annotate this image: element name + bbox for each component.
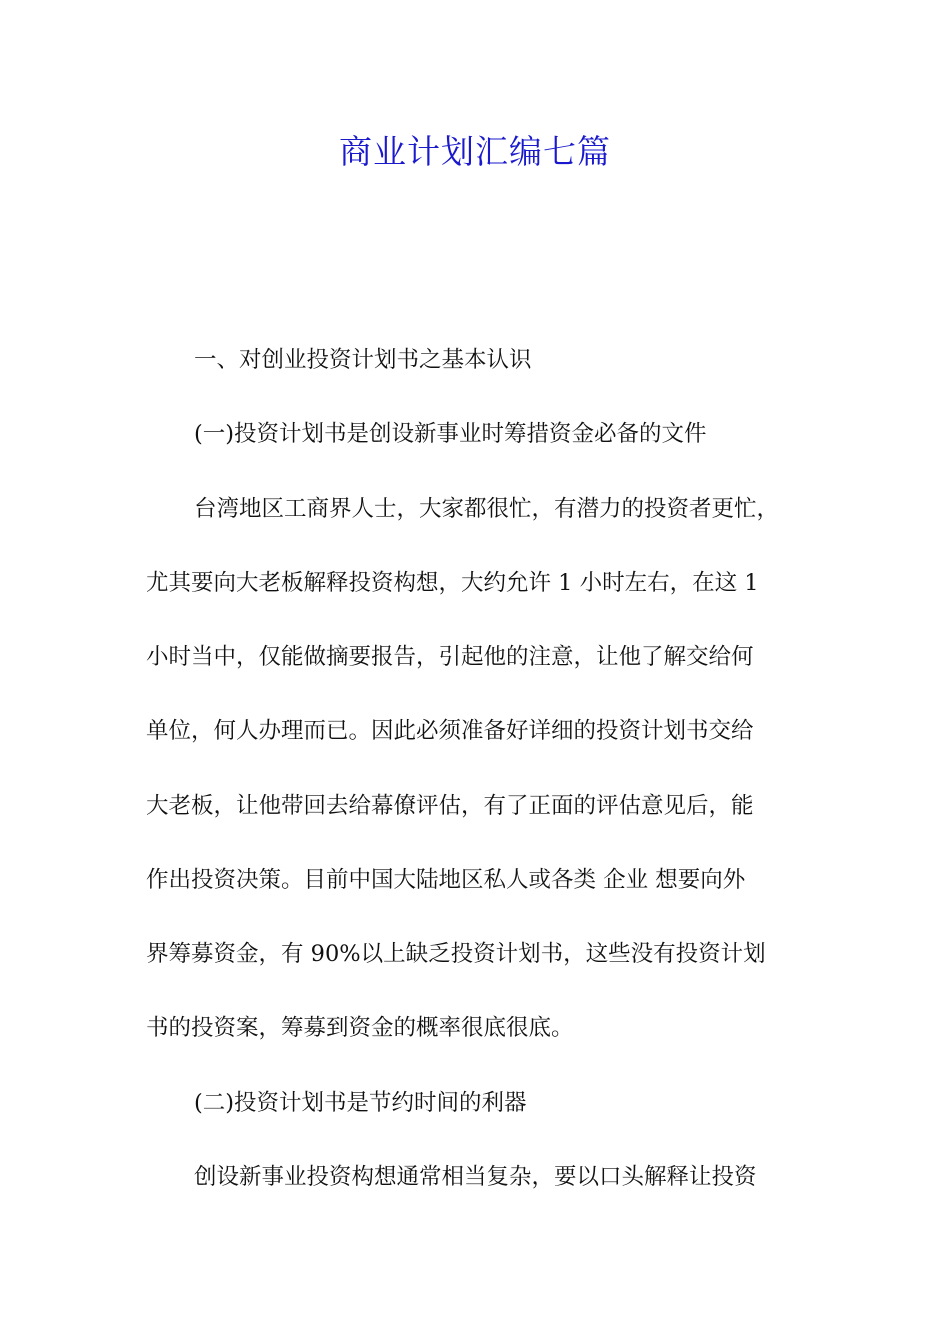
document-title: 商业计划汇编七篇 [339, 132, 611, 171]
paragraph-line: 单位，何人办理而已。因此必须准备好详细的投资计划书交给 [146, 718, 754, 744]
paragraph-line: 界筹募资金，有 90%以上缺乏投资计划书，这些没有投资计划 [146, 941, 766, 967]
subsection-heading-2: (二)投资计划书是节约时间的利器 [194, 1090, 527, 1116]
paragraph-line: 大老板，让他带回去给幕僚评估，有了正面的评估意见后，能 [146, 793, 754, 819]
paragraph-line: 台湾地区工商界人士，大家都很忙，有潜力的投资者更忙， [194, 496, 780, 522]
paragraph-line: 尤其要向大老板解释投资构想，大约允许 1 小时左右，在这 1 [146, 570, 759, 596]
paragraph-line: 创设新事业投资构想通常相当复杂，要以口头解释让投资 [194, 1164, 757, 1190]
subsection-heading-1: (一)投资计划书是创设新事业时筹措资金必备的文件 [194, 421, 707, 447]
paragraph-line: 作出投资决策。目前中国大陆地区私人或各类 企业 想要向外 [146, 867, 746, 893]
paragraph-line: 小时当中，仅能做摘要报告，引起他的注意，让他了解交给何 [146, 644, 754, 670]
section-heading-1: 一、对创业投资计划书之基本认识 [194, 347, 532, 373]
paragraph-line: 书的投资案，筹募到资金的概率很底很底。 [146, 1015, 574, 1041]
